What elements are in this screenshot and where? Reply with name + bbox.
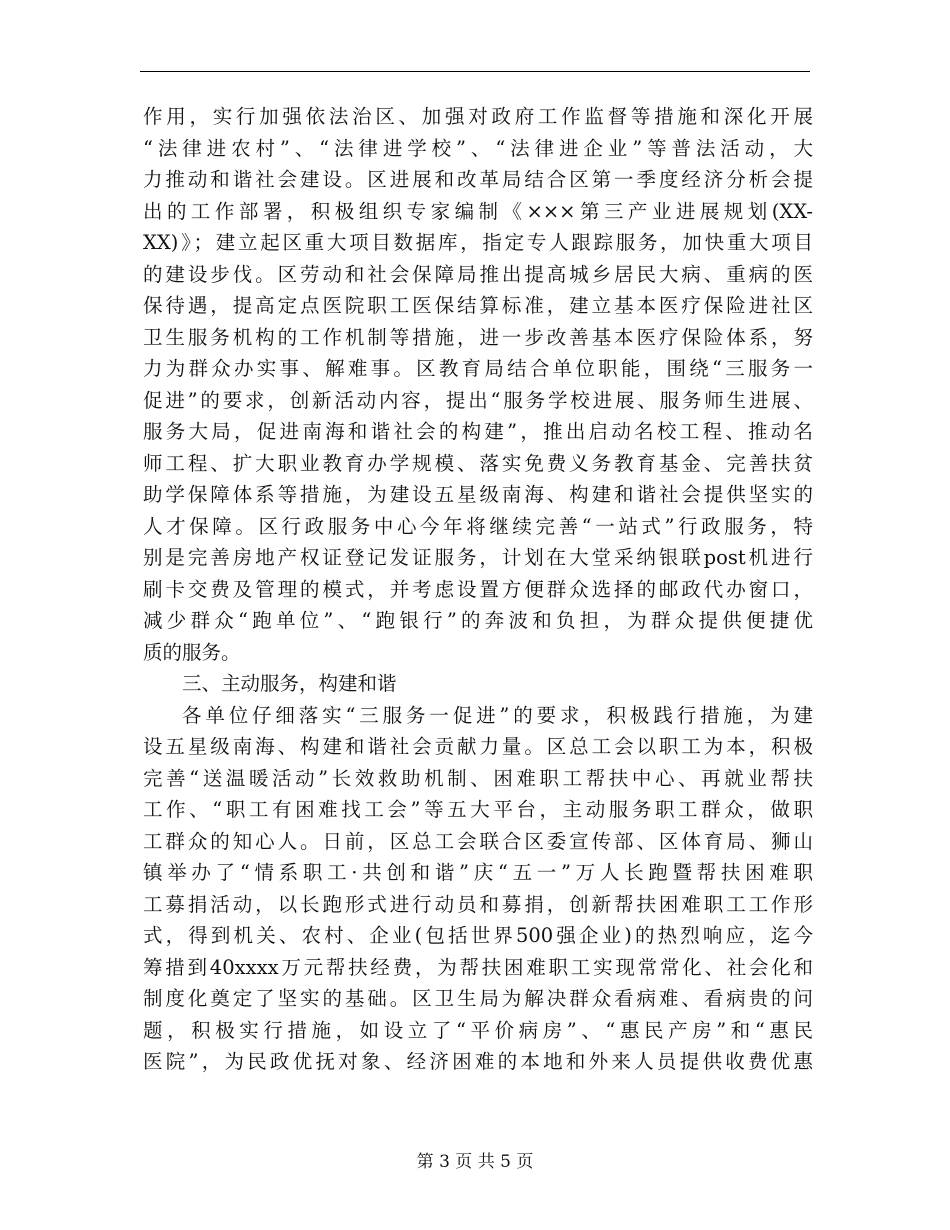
text-line: 工募捐活动，以长跑形式进行动员和募捐，创新帮扶困难职工工作形: [143, 892, 813, 916]
text-line: 服务大局，促进南海和谐社会的构建”，推出启动名校工程、推动名: [143, 420, 813, 443]
text-line: 式，得到机关、农村、企业(包括世界500强企业)的热烈响应，迄今: [143, 924, 813, 947]
text-line: 师工程、扩大职业教育办学规模、落实免费义务教育基金、完善扶贫: [143, 451, 813, 475]
text-line: 医院”，为民政优抚对象、经济困难的本地和外来人员提供收费优惠: [143, 1050, 813, 1073]
text-line: 质的服务。: [143, 640, 241, 664]
text-line: 促进”的要求，创新活动内容，提出“服务学校进展、服务师生进展、: [143, 388, 813, 412]
text-line: 作用，实行加强依法治区、加强对政府工作监督等措施和深化开展: [143, 105, 813, 128]
text-line: 助学保障体系等措施，为建设五星级南海、构建和谐社会提供坚实的: [143, 483, 813, 506]
text-line: XX)》；建立起区重大项目数据库，指定专人跟踪服务，加快重大项目: [143, 231, 813, 254]
text-line: 制度化奠定了坚实的基础。区卫生局为解决群众看病难、看病贵的问: [143, 987, 813, 1010]
header-rule: [140, 71, 810, 72]
text-line: 的建设步伐。区劳动和社会保障局推出提高城乡居民大病、重病的医: [143, 262, 813, 286]
text-line: 人才保障。区行政服务中心今年将继续完善“一站式”行政服务，特: [143, 514, 813, 538]
text-line: 工作、“职工有困难找工会”等五大平台，主动服务职工群众，做职: [143, 798, 813, 821]
page-footer: 第 3 页 共 5 页: [416, 1152, 534, 1172]
text-line: 题，积极实行措施，如设立了“平价病房”、“惠民产房”和“惠民: [143, 1018, 813, 1042]
text-line: 三、主动服务，构建和谐: [182, 672, 397, 695]
text-line: 设五星级南海、构建和谐社会贡献力量。区总工会以职工为本，积极: [143, 735, 813, 758]
text-line: 工群众的知心人。日前，区总工会联合区委宣传部、区体育局、狮山: [143, 829, 813, 853]
text-line: 力为群众办实事、解难事。区教育局结合单位职能，围绕“三服务一: [143, 357, 813, 380]
text-line: 刷卡交费及管理的模式，并考虑设置方便群众选择的邮政代办窗口，: [143, 577, 813, 601]
text-line: 减少群众“跑单位”、“跑银行”的奔波和负担，为群众提供便捷优: [143, 609, 813, 632]
text-line: 各单位仔细落实“三服务一促进”的要求，积极践行措施，为建: [182, 703, 813, 727]
document-body: [143, 101, 813, 1078]
text-line: 筹措到40xxxx万元帮扶经费，为帮扶困难职工实现常常化、社会化和: [143, 955, 813, 979]
text-line: 卫生服务机构的工作机制等措施，进一步改善基本医疗保险体系，努: [143, 325, 813, 349]
text-line: “法律进农村”、“法律进学校”、“法律进企业”等普法活动，大: [143, 136, 813, 160]
text-line: 别是完善房地产权证登记发证服务，计划在大堂采纳银联post机进行: [143, 546, 813, 569]
text-line: 镇举办了“情系职工·共创和谐”庆“五一”万人长跑暨帮扶困难职: [143, 861, 813, 884]
text-line: 力推动和谐社会建设。区进展和改革局结合区第一季度经济分析会提: [143, 168, 813, 191]
text-line: 完善“送温暖活动”长效救助机制、困难职工帮扶中心、再就业帮扶: [143, 766, 813, 790]
text-line: 保待遇，提高定点医院职工医保结算标准，建立基本医疗保险进社区: [143, 294, 813, 317]
text-line: 出的工作部署，积极组织专家编制《×××第三产业进展规划(XX-: [143, 199, 813, 223]
